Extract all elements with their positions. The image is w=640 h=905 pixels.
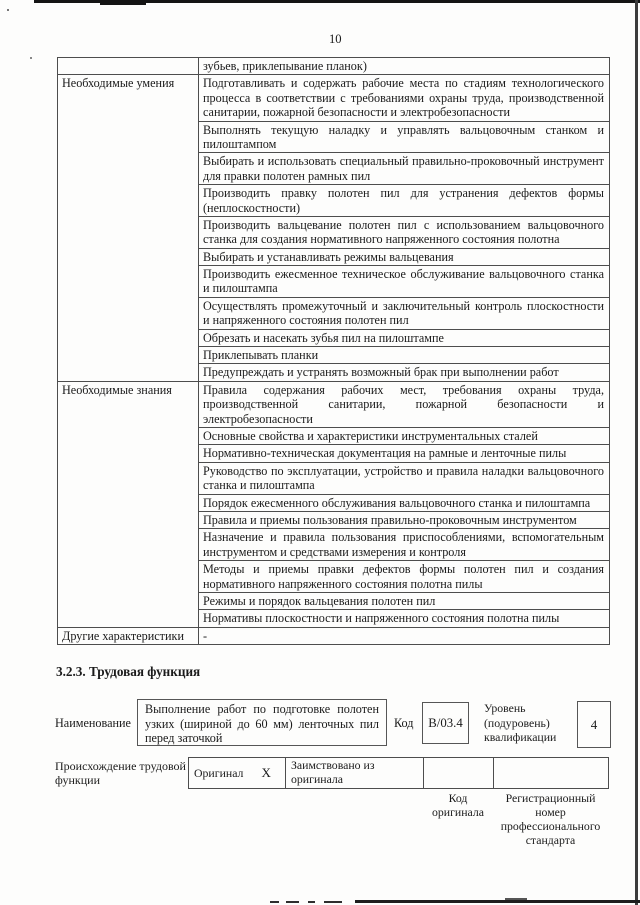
origin-original-label: Оригинал: [194, 765, 244, 780]
section-heading: 3.2.3. Трудовая функция: [56, 664, 201, 679]
table-row: [58, 627, 610, 644]
function-name-label: Наименование: [55, 716, 131, 730]
origin-original-cell: [189, 758, 286, 789]
requirements-table-body: [58, 58, 610, 645]
row-item-cell: -: [199, 627, 610, 644]
scan-artifact-bottom-dash: [324, 901, 342, 903]
scan-artifact-bottom-dash: [308, 901, 315, 903]
scan-artifact-right-edge: [635, 0, 638, 905]
row-item-cell: Осуществлять промежуточный и заключительный контроль плоскостности и напряженного состояния полотен пил: [199, 297, 610, 329]
origin-regnumber-cell-empty: [494, 758, 609, 789]
origin-table: [188, 757, 609, 789]
function-name-box: Выполнение работ по подготовке полотен узких (шириной до 60 мм) ленточных пил перед заточкой: [137, 699, 387, 746]
function-code-label: Код: [394, 716, 414, 730]
row-item-cell: Методы и приемы правки дефектов формы полотен пил и создания нормативного напряженного состояния полотна пилы: [199, 561, 610, 593]
scan-artifact-speck: [7, 9, 9, 11]
function-level-box: 4: [577, 701, 611, 748]
function-code-box: В/03.4: [422, 702, 469, 744]
row-item-cell: Производить правку полотен пил для устранения дефектов формы (неплоскостности): [199, 185, 610, 217]
function-level-label: Уровень (подуровень) квалификации: [484, 701, 557, 745]
row-item-cell: Обрезать и насекать зубья пил на пилоштампе: [199, 329, 610, 346]
requirements-table: [57, 57, 610, 645]
row-item-cell: Правила и приемы пользования правильно-проковочным инструментом: [199, 511, 610, 528]
origin-table-row: [189, 758, 609, 789]
scan-artifact-bottom-dash: [505, 898, 527, 900]
row-item-cell: Выполнять текущую наладку и управлять вальцовочным станком и пилоштампом: [199, 121, 610, 153]
row-item-cell: Производить вальцевание полотен пил с использованием вальцовочного станка для создания нормативного напряженного состояния полотна: [199, 216, 610, 248]
row-item-cell: Подготавливать и содержать рабочие места по стадиям технологического процесса в соответствии с требованиями охраны труда, производственной санитарии, пожарной безопасности и электробезопасности: [199, 75, 610, 121]
scan-artifact-bottom-dash: [286, 901, 299, 903]
row-item-cell: Назначение и правила пользования приспособлениями, вспомогательным инструментом и средствами измерения и контроля: [199, 529, 610, 561]
row-item-cell: Выбирать и использовать специальный правильно-проковочный инструмент для правки полотен рамных пил: [199, 153, 610, 185]
table-row: [58, 58, 610, 75]
row-item-cell: Правила содержания рабочих мест, требования охраны труда, производственной санитарии, пожарной безопасности и электробезопасности: [199, 381, 610, 427]
origin-original-mark: X: [261, 764, 271, 780]
row-item-cell: зубьев, приклепывание планок): [199, 58, 610, 75]
scan-artifact-bottom-line: [355, 900, 640, 903]
row-item-cell: Приклепывать планки: [199, 347, 610, 364]
origin-code-cell-empty: [424, 758, 494, 789]
row-item-cell: Основные свойства и характеристики инструментальных сталей: [199, 427, 610, 444]
row-item-cell: Нормативы плоскостности и напряженного состояния полотна пилы: [199, 610, 610, 627]
row-label-cell: Необходимые умения: [58, 75, 199, 381]
row-label-cell-empty: [58, 58, 199, 75]
row-item-cell: Предупреждать и устранять возможный брак при выполнении работ: [199, 364, 610, 381]
origin-code-caption: Код оригинала: [431, 791, 485, 819]
page-number: 10: [329, 32, 342, 46]
row-label-cell: Необходимые знания: [58, 381, 199, 627]
table-row: [58, 381, 610, 427]
row-item-cell: Режимы и порядок вальцевания полотен пил: [199, 592, 610, 609]
origin-reg-caption: Регистрационный номер профессионального стандарта: [500, 791, 601, 847]
scan-artifact-bottom-dash: [270, 901, 279, 903]
origin-borrowed-cell: Заимствовано из оригинала: [286, 758, 424, 789]
scan-artifact-speck: [30, 57, 32, 59]
row-item-cell: Выбирать и устанавливать режимы вальцевания: [199, 248, 610, 265]
scan-artifact-top-blob: [100, 2, 146, 5]
table-row: [58, 75, 610, 121]
origin-label: Происхождение трудовой функции: [55, 759, 186, 788]
row-item-cell: Порядок ежесменного обслуживания вальцовочного станка и пилоштампа: [199, 494, 610, 511]
row-item-cell: Нормативно-техническая документация на рамные и ленточные пилы: [199, 445, 610, 462]
row-item-cell: Производить ежесменное техническое обслуживание вальцовочного станка и пилоштампа: [199, 266, 610, 298]
row-label-cell: Другие характеристики: [58, 627, 199, 644]
row-item-cell: Руководство по эксплуатации, устройство и правила наладки вальцовочного станка и пилоштампа: [199, 462, 610, 494]
